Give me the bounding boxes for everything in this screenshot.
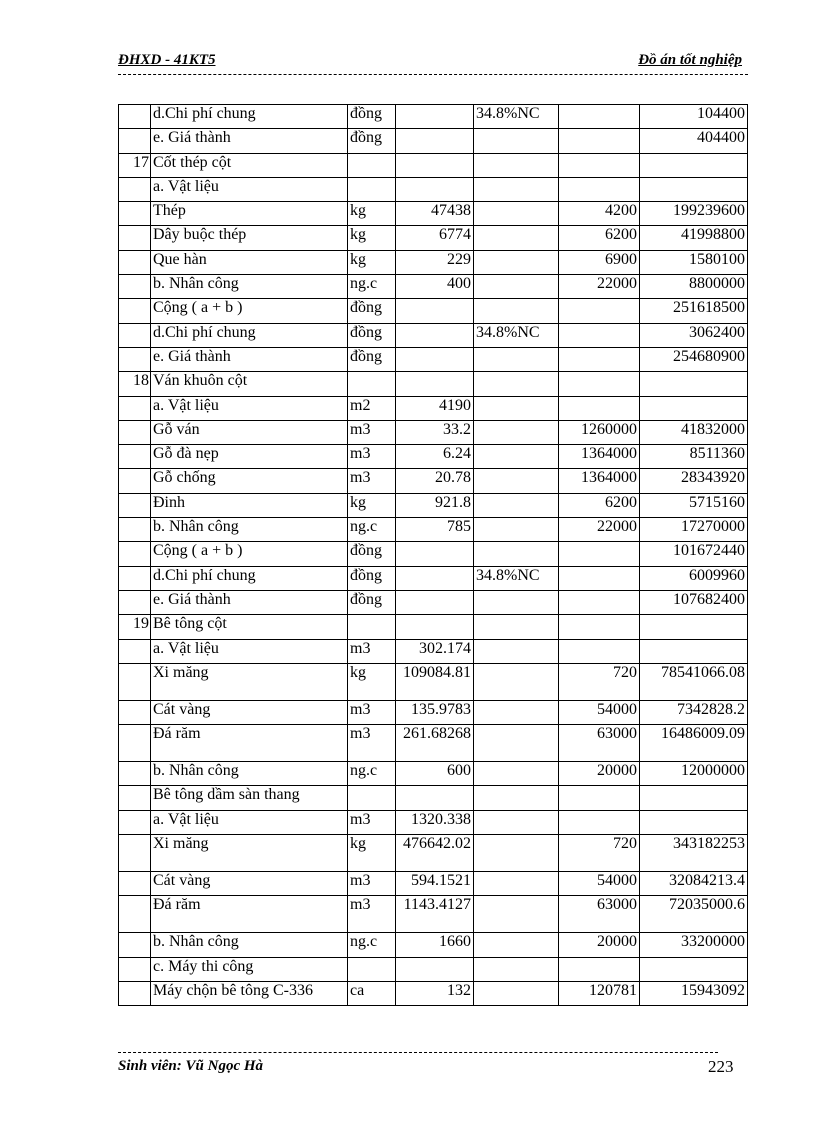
cell-stt <box>119 725 151 762</box>
table-body <box>119 105 748 1006</box>
cell-quantity <box>396 542 474 566</box>
cell-stt <box>119 493 151 517</box>
cell-unit: ng.c <box>348 762 396 786</box>
cell-amount <box>640 957 748 981</box>
cell-unit: đồng <box>348 323 396 347</box>
header-class-code: ĐHXD - 41KT5 <box>118 52 216 68</box>
cell-rate <box>474 177 559 201</box>
cell-stt <box>119 639 151 663</box>
cell-stt <box>119 663 151 700</box>
cell-quantity: 229 <box>396 250 474 274</box>
cell-amount: 15943092 <box>640 981 748 1005</box>
cell-item-name: b. Nhân công <box>151 518 348 542</box>
cell-unit: m3 <box>348 896 396 933</box>
cell-quantity: 20.78 <box>396 469 474 493</box>
cell-quantity: 1143.4127 <box>396 896 474 933</box>
table-row <box>119 700 748 724</box>
cell-stt <box>119 250 151 274</box>
cell-unit <box>348 786 396 810</box>
cell-item-name: e. Giá thành <box>151 347 348 371</box>
cell-amount: 1580100 <box>640 250 748 274</box>
table-row <box>119 518 748 542</box>
cell-item-name: e. Giá thành <box>151 590 348 614</box>
cell-amount: 8800000 <box>640 275 748 299</box>
table-row <box>119 105 748 129</box>
cell-quantity: 921.8 <box>396 493 474 517</box>
cell-unit-price <box>559 542 640 566</box>
table-row <box>119 202 748 226</box>
cell-amount <box>640 639 748 663</box>
cell-stt <box>119 981 151 1005</box>
cell-rate <box>474 590 559 614</box>
cell-unit: ng.c <box>348 518 396 542</box>
cell-unit-price: 1364000 <box>559 469 640 493</box>
cell-rate <box>474 700 559 724</box>
cell-unit <box>348 372 396 396</box>
cell-item-name: b. Nhân công <box>151 933 348 957</box>
cell-unit-price: 1260000 <box>559 420 640 444</box>
cell-stt <box>119 786 151 810</box>
cell-unit-price: 63000 <box>559 896 640 933</box>
cell-quantity: 135.9783 <box>396 700 474 724</box>
page-number: 223 <box>708 1057 734 1076</box>
cell-unit <box>348 177 396 201</box>
header-doc-title: Đồ án tốt nghiệp <box>638 52 742 68</box>
cell-rate <box>474 518 559 542</box>
cost-estimate-table <box>118 104 748 1006</box>
cell-rate <box>474 615 559 639</box>
table-row <box>119 663 748 700</box>
cell-amount: 199239600 <box>640 202 748 226</box>
cell-rate <box>474 299 559 323</box>
cell-item-name: b. Nhân công <box>151 762 348 786</box>
cell-quantity <box>396 786 474 810</box>
cell-item-name: Dây buộc thép <box>151 226 348 250</box>
cell-stt <box>119 202 151 226</box>
cell-rate <box>474 493 559 517</box>
cell-unit-price <box>559 639 640 663</box>
cell-unit: đồng <box>348 590 396 614</box>
cell-stt <box>119 445 151 469</box>
cell-unit: ca <box>348 981 396 1005</box>
cell-unit-price: 63000 <box>559 725 640 762</box>
cell-unit-price <box>559 299 640 323</box>
table-row <box>119 299 748 323</box>
cell-unit: m3 <box>348 810 396 834</box>
cell-quantity: 6774 <box>396 226 474 250</box>
cell-quantity <box>396 590 474 614</box>
cell-amount: 41998800 <box>640 226 748 250</box>
cell-amount: 6009960 <box>640 566 748 590</box>
cell-unit-price <box>559 786 640 810</box>
cell-unit: kg <box>348 250 396 274</box>
cell-rate <box>474 786 559 810</box>
cell-item-name: Đinh <box>151 493 348 517</box>
cell-item-name: Ván khuôn cột <box>151 372 348 396</box>
cell-stt <box>119 896 151 933</box>
cell-stt: 19 <box>119 615 151 639</box>
cell-unit-price: 54000 <box>559 872 640 896</box>
cell-quantity <box>396 105 474 129</box>
cell-unit: m3 <box>348 445 396 469</box>
cell-item-name: Cộng ( a + b ) <box>151 542 348 566</box>
cell-item-name: Bê tông dầm sàn thang <box>151 786 348 810</box>
table-row <box>119 469 748 493</box>
cell-unit-price <box>559 129 640 153</box>
cell-unit-price <box>559 347 640 371</box>
cell-item-name: a. Vật liệu <box>151 810 348 834</box>
cell-unit: m2 <box>348 396 396 420</box>
cell-unit-price: 54000 <box>559 700 640 724</box>
cell-rate <box>474 420 559 444</box>
cell-amount: 41832000 <box>640 420 748 444</box>
cell-amount: 343182253 <box>640 835 748 872</box>
cell-rate <box>474 153 559 177</box>
cell-amount: 32084213.4 <box>640 872 748 896</box>
cell-unit: m3 <box>348 639 396 663</box>
cell-rate: 34.8%NC <box>474 105 559 129</box>
cell-amount: 72035000.6 <box>640 896 748 933</box>
cell-stt <box>119 129 151 153</box>
cell-quantity <box>396 299 474 323</box>
cell-stt: 17 <box>119 153 151 177</box>
cell-rate: 34.8%NC <box>474 566 559 590</box>
cell-rate <box>474 762 559 786</box>
cell-amount: 28343920 <box>640 469 748 493</box>
cell-item-name: a. Vật liệu <box>151 639 348 663</box>
cell-rate <box>474 372 559 396</box>
cell-unit: m3 <box>348 420 396 444</box>
table-row <box>119 786 748 810</box>
cell-unit-price <box>559 590 640 614</box>
table-row <box>119 493 748 517</box>
table-row <box>119 957 748 981</box>
cell-amount <box>640 615 748 639</box>
footer-divider <box>118 1052 718 1053</box>
cell-amount: 78541066.08 <box>640 663 748 700</box>
footer-student: Sinh viên: Vũ Ngọc Hà <box>118 1058 264 1074</box>
cell-item-name: Thép <box>151 202 348 226</box>
table-row <box>119 590 748 614</box>
cell-amount <box>640 810 748 834</box>
cell-amount <box>640 153 748 177</box>
cell-quantity: 476642.02 <box>396 835 474 872</box>
cell-unit-price <box>559 323 640 347</box>
cell-stt <box>119 590 151 614</box>
cell-amount <box>640 786 748 810</box>
table-row <box>119 810 748 834</box>
cell-stt <box>119 933 151 957</box>
cell-quantity: 785 <box>396 518 474 542</box>
cell-rate <box>474 810 559 834</box>
cell-quantity <box>396 615 474 639</box>
cell-stt <box>119 323 151 347</box>
cell-amount: 17270000 <box>640 518 748 542</box>
cell-unit: m3 <box>348 872 396 896</box>
table-row <box>119 420 748 444</box>
cell-item-name: Máy chộn bê tông C-336 <box>151 981 348 1005</box>
cell-rate <box>474 663 559 700</box>
cell-item-name: Đá răm <box>151 896 348 933</box>
cell-rate <box>474 226 559 250</box>
cell-quantity: 261.68268 <box>396 725 474 762</box>
cell-rate <box>474 347 559 371</box>
cell-rate <box>474 957 559 981</box>
cell-quantity <box>396 566 474 590</box>
table-row <box>119 396 748 420</box>
cell-stt <box>119 835 151 872</box>
cell-unit-price <box>559 957 640 981</box>
cell-amount: 16486009.09 <box>640 725 748 762</box>
cell-amount: 254680900 <box>640 347 748 371</box>
cell-rate <box>474 542 559 566</box>
cell-unit-price <box>559 153 640 177</box>
table-row <box>119 153 748 177</box>
cell-item-name: Cát vàng <box>151 872 348 896</box>
cell-unit-price: 22000 <box>559 275 640 299</box>
cell-amount: 7342828.2 <box>640 700 748 724</box>
cell-unit-price: 20000 <box>559 762 640 786</box>
cell-unit: m3 <box>348 725 396 762</box>
cell-rate <box>474 250 559 274</box>
cell-stt <box>119 762 151 786</box>
cell-unit-price <box>559 566 640 590</box>
cell-unit-price: 22000 <box>559 518 640 542</box>
cell-unit: m3 <box>348 469 396 493</box>
table-row <box>119 323 748 347</box>
cell-amount: 5715160 <box>640 493 748 517</box>
cell-quantity: 4190 <box>396 396 474 420</box>
table-row <box>119 226 748 250</box>
cell-amount: 404400 <box>640 129 748 153</box>
cell-unit: ng.c <box>348 933 396 957</box>
cell-item-name: a. Vật liệu <box>151 177 348 201</box>
table-row <box>119 835 748 872</box>
cell-stt <box>119 177 151 201</box>
cell-amount: 251618500 <box>640 299 748 323</box>
cell-unit: kg <box>348 202 396 226</box>
table-row <box>119 725 748 762</box>
cell-rate <box>474 835 559 872</box>
cell-quantity: 594.1521 <box>396 872 474 896</box>
cell-stt: 18 <box>119 372 151 396</box>
table-row <box>119 275 748 299</box>
table-row <box>119 347 748 371</box>
cell-unit: đồng <box>348 299 396 323</box>
cell-quantity <box>396 347 474 371</box>
cell-amount: 12000000 <box>640 762 748 786</box>
cell-amount <box>640 396 748 420</box>
table-row <box>119 250 748 274</box>
cell-quantity: 400 <box>396 275 474 299</box>
cell-unit-price <box>559 372 640 396</box>
cell-item-name: Bê tông cột <box>151 615 348 639</box>
cell-amount: 107682400 <box>640 590 748 614</box>
cell-rate <box>474 129 559 153</box>
cell-amount: 33200000 <box>640 933 748 957</box>
cell-amount <box>640 372 748 396</box>
cell-item-name: e. Giá thành <box>151 129 348 153</box>
cell-item-name: b. Nhân công <box>151 275 348 299</box>
cell-quantity <box>396 372 474 396</box>
cell-item-name: Cốt thép cột <box>151 153 348 177</box>
cell-unit: đồng <box>348 129 396 153</box>
cell-rate <box>474 725 559 762</box>
cell-stt <box>119 518 151 542</box>
cell-stt <box>119 810 151 834</box>
cell-stt <box>119 542 151 566</box>
cell-unit-price: 6200 <box>559 493 640 517</box>
table-row <box>119 896 748 933</box>
cell-item-name: Gỗ ván <box>151 420 348 444</box>
cell-unit-price: 1364000 <box>559 445 640 469</box>
cell-stt <box>119 299 151 323</box>
cell-unit-price: 720 <box>559 835 640 872</box>
cell-amount <box>640 177 748 201</box>
cell-item-name: Cộng ( a + b ) <box>151 299 348 323</box>
cell-quantity <box>396 153 474 177</box>
cell-item-name: Xi măng <box>151 835 348 872</box>
cell-item-name: d.Chi phí chung <box>151 323 348 347</box>
cell-unit <box>348 615 396 639</box>
cell-item-name: Xi măng <box>151 663 348 700</box>
table-row <box>119 372 748 396</box>
table-row <box>119 566 748 590</box>
cell-quantity: 109084.81 <box>396 663 474 700</box>
cell-item-name: d.Chi phí chung <box>151 566 348 590</box>
table-row <box>119 981 748 1005</box>
cell-unit-price: 120781 <box>559 981 640 1005</box>
cell-quantity: 132 <box>396 981 474 1005</box>
cell-unit: ng.c <box>348 275 396 299</box>
cell-quantity: 1320.338 <box>396 810 474 834</box>
cell-stt <box>119 396 151 420</box>
cell-unit: đồng <box>348 347 396 371</box>
cell-stt <box>119 957 151 981</box>
cell-unit: đồng <box>348 105 396 129</box>
cell-unit-price: 6200 <box>559 226 640 250</box>
cell-item-name: c. Máy thi công <box>151 957 348 981</box>
cell-rate: 34.8%NC <box>474 323 559 347</box>
cell-item-name: Gỗ chống <box>151 469 348 493</box>
cell-quantity: 47438 <box>396 202 474 226</box>
cell-rate <box>474 981 559 1005</box>
cell-rate <box>474 275 559 299</box>
cell-rate <box>474 469 559 493</box>
cell-amount: 3062400 <box>640 323 748 347</box>
cell-stt <box>119 872 151 896</box>
cell-stt <box>119 700 151 724</box>
cell-quantity: 600 <box>396 762 474 786</box>
cell-stt <box>119 420 151 444</box>
cell-stt <box>119 226 151 250</box>
page-header <box>118 52 748 75</box>
cell-quantity: 302.174 <box>396 639 474 663</box>
cell-item-name: Đá răm <box>151 725 348 762</box>
table-row <box>119 445 748 469</box>
cell-stt <box>119 105 151 129</box>
cell-unit <box>348 957 396 981</box>
cell-unit: kg <box>348 226 396 250</box>
cell-unit: kg <box>348 835 396 872</box>
cell-item-name: a. Vật liệu <box>151 396 348 420</box>
cell-unit: m3 <box>348 700 396 724</box>
cell-unit-price <box>559 810 640 834</box>
cell-unit-price <box>559 105 640 129</box>
cell-quantity: 33.2 <box>396 420 474 444</box>
table-row <box>119 542 748 566</box>
cell-unit-price <box>559 396 640 420</box>
cell-amount: 8511360 <box>640 445 748 469</box>
cell-amount: 104400 <box>640 105 748 129</box>
cell-item-name: Cát vàng <box>151 700 348 724</box>
cell-stt <box>119 275 151 299</box>
cell-rate <box>474 933 559 957</box>
table-row <box>119 639 748 663</box>
cell-rate <box>474 202 559 226</box>
table-row <box>119 933 748 957</box>
cell-quantity: 1660 <box>396 933 474 957</box>
cell-stt <box>119 347 151 371</box>
cell-unit: kg <box>348 493 396 517</box>
cell-quantity <box>396 129 474 153</box>
cell-amount: 101672440 <box>640 542 748 566</box>
cell-stt <box>119 469 151 493</box>
cell-stt <box>119 566 151 590</box>
table-row <box>119 762 748 786</box>
cell-unit <box>348 153 396 177</box>
cell-quantity <box>396 957 474 981</box>
cell-rate <box>474 445 559 469</box>
cell-unit: đồng <box>348 542 396 566</box>
table-row <box>119 615 748 639</box>
table-row <box>119 872 748 896</box>
cell-unit-price: 20000 <box>559 933 640 957</box>
table-row <box>119 129 748 153</box>
cell-rate <box>474 639 559 663</box>
cell-rate <box>474 896 559 933</box>
cell-item-name: Que hàn <box>151 250 348 274</box>
cell-unit: kg <box>348 663 396 700</box>
cell-quantity <box>396 177 474 201</box>
table-row <box>119 177 748 201</box>
cell-unit-price: 4200 <box>559 202 640 226</box>
cell-unit-price <box>559 177 640 201</box>
cell-unit-price <box>559 615 640 639</box>
cell-quantity: 6.24 <box>396 445 474 469</box>
cell-item-name: d.Chi phí chung <box>151 105 348 129</box>
cell-unit: đồng <box>348 566 396 590</box>
cell-unit-price: 6900 <box>559 250 640 274</box>
cell-rate <box>474 396 559 420</box>
cell-unit-price: 720 <box>559 663 640 700</box>
cell-rate <box>474 872 559 896</box>
cell-quantity <box>396 323 474 347</box>
cell-item-name: Gỗ đà nẹp <box>151 445 348 469</box>
